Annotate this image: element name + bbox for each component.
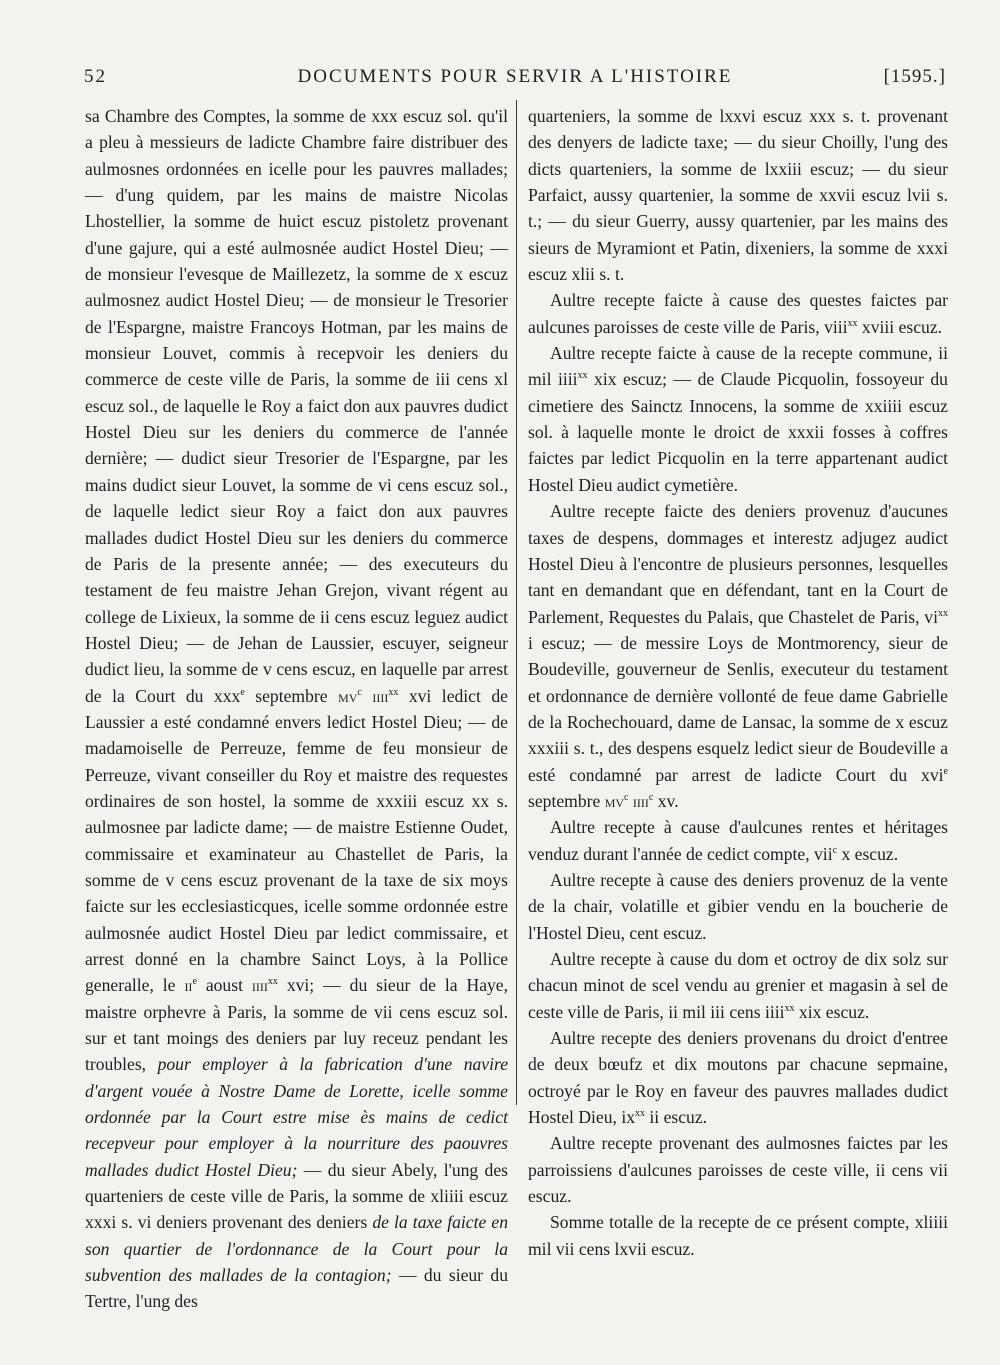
header-year: [1595.] bbox=[883, 66, 946, 87]
italic-passage: de la taxe faicte en son quartier de l'ordonnance de la Court pour la subvention des mallades de la contagion; bbox=[85, 1212, 508, 1286]
left-paragraph: sa Chambre des Comptes, la somme de xxx escuz sol. qu'il a pleu à messieurs de ladicte Chambre faire distribuer des aulmosnes ordonnées en icelle pour les pauvres mallades; — d'ung quidem, par les mains de maistre Nicolas Lhostellier, la somme de huict escuz pistoletz provenant d'une gajure, qui a esté aulmosnée audict Hostel Dieu; — de monsieur l'evesque de Maillezetz, la somme de x escuz aulmosnez audict Hostel Dieu; — de monsieur le Tresorier de l'Espargne, maistre Francoys Hotman, par les mains de monsieur Louvet, commis à recepvoir les deniers du commerce de ceste ville de Paris, la somme de iii cens xl escuz sol., de laquelle le Roy a faict don aux pauvres dudict Hostel Dieu sur les deniers du commerce de l'année dernière; — dudict sieur Tresorier de l'Espargne, par les mains dudict sieur Louvet, la somme de vi cens escuz sol., de laquelle ledict sieur Roy a faict don aux pauvres mallades dudict Hostel Dieu sur les deniers du commerce de Paris de la presente année; — des executeurs du testament de feu maistre Jehan Grejon, vivant régent au college de Lixieux, la somme de ii cens escuz leguez audict Hostel Dieu; — de Jehan de Laussier, escuyer, seigneur dudict lieu, la somme de v cens escuz, en laquelle par arrest de la Court du xxx$^e$ septembre $mv^c$ iiii$^{xx}$ xvi ledict de Laussier a esté condamné envers ledict Hostel Dieu; — de madamoiselle de Perreuze, femme de feu monsieur de Perreuze, vivant conseiller du Roy et maistre des requestes ordinaires de son hostel, la somme de xxxiii escuz xx s. aulmosnee par ladicte dame; — de maistre Estienne Oudet, commissaire et examinateur au Chastellet de Paris, la somme de v cens escuz provenant de la taxe de six moys faicte sur les ecclesiasticques, icelle somme ordonnée estre aulmosnée audict Hostel Dieu par ledict commissaire, et arrest donné en la chambre Sainct Loys, à la Pollice generalle, le $ii^e$ aoust iiii$^{xx}$ xvi; — du sieur de la Haye, maistre orphevre à Paris, la somme de vii cens escuz sol. sur et tant moings des deniers par luy receuz pendant les troubles, pour employer à la fabrication d'une navire d'argent vouée à Nostre Dame de Lorette, icelle somme ordonnée par la Court estre mise ès mains de cedict recepveur pour employer à la nourriture des paouvres mallades dudict Hostel Dieu; — du sieur Abely, l'ung des quarteniers de ceste ville de Paris, la somme de xliiii escuz xxxi s. vi deniers provenant des deniers de la taxe faicte en son quartier de l'ordonnance de la Court pour la subvention des mallades de la contagion; — du sieur du Tertre, l'ung des bbox=[85, 106, 509, 1312]
paragraph: Aultre recepte faicte des deniers provenuz d'aucunes taxes de despens, dommages et interestz adjugez audict Hostel Dieu à l'encontre de plusieurs personnes, lesquelles tant en demandant que en défendant, tant en la Court de Parlement, Requestes du Palais, que Chastelet de Paris, $vi^{xx}$ i escuz; — de messire Loys de Montmorency, sieur de Boudeville, gouverneur de Senlis, executeur du testament et ordonnance de dernière vollonté de feue dame Gabrielle de la Rochechouard, dame de Lansac, la somme de x escuz xxxiii s. t., des despens esquelz ledict sieur de Boudeville a esté condamné par arrest de ladicte Court du xvi$^e$ septembre $mv^c$ iiii$^c$ xv. bbox=[528, 501, 948, 811]
paragraph: Aultre recepte provenant des aulmosnes faictes par les parroissiens d'aulcunes paroisses de ceste ville, ii cens vii escuz. bbox=[528, 1133, 948, 1207]
paragraph: Aultre recepte des deniers provenans du droict d'entree de deux bœufz et dix moutons par chacune sepmaine, octroyé par le Roy en faveur des pauvres mallades dudict Hostel Dieu, $ix^{xx}$ ii escuz. bbox=[528, 1028, 948, 1128]
running-title: DOCUMENTS POUR SERVIR A L'HISTOIRE bbox=[297, 66, 733, 87]
left-column bbox=[85, 103, 508, 1315]
paragraph: Aultre recepte faicte à cause des questes faictes par aulcunes paroisses de ceste ville de Paris, viii$^{xx}$ xviii escuz. bbox=[528, 290, 948, 337]
column-divider bbox=[516, 100, 517, 1105]
paragraph: Aultre recepte à cause d'aulcunes rentes et héritages venduz durant l'année de cedict compte, vii$^c$ x escuz. bbox=[528, 817, 948, 864]
paragraph: Aultre recepte à cause des deniers provenuz de la vente de la chair, volatille et gibier vendu en la boucherie de l'Hostel Dieu, cent escuz. bbox=[528, 869, 948, 943]
paragraph: quarteniers, la somme de lxxvi escuz xxx s. t. provenant des denyers de ladicte taxe; — du sieur Choilly, l'ung des dicts quarteniers, la somme de lxxiii escuz; — du sieur Parfaict, aussy quartenier, la somme de xxvii escuz lvii s. t.; — du sieur Guerry, aussy quartenier, par les mains des sieurs de Myramiont et Patin, dixeniers, la somme de xxxi escuz xlii s. t. bbox=[528, 106, 948, 285]
paragraph: Aultre recepte faicte à cause de la recepte commune, ii mil iiii$^{xx}$ xix escuz; — de Claude Picquolin, fossoyeur du cimetiere des Sainctz Innocens, la somme de xxiiii escuz sol. à laquelle monte le droict de xxxii fosses à coffres faictes par ledict Picquolin en la terre appartenant audict Hostel Dieu audict cymetière. bbox=[528, 343, 948, 495]
right-column bbox=[528, 103, 948, 1262]
page-number: 52 bbox=[84, 66, 107, 87]
paragraph: Aultre recepte à cause du dom et octroy de dix solz sur chacun minot de scel vendu au grenier et magasin à sel de ceste ville de Paris, ii mil iii cens iiii$^{xx}$ xix escuz. bbox=[528, 949, 948, 1022]
running-header bbox=[84, 66, 946, 96]
total-paragraph: Somme totalle de la recepte de ce présent compte, xliiii mil vii cens lxvii escuz. bbox=[528, 1212, 948, 1259]
italic-passage: pour employer à la fabrication d'une navire d'argent vouée à Nostre Dame de Lorette, icelle somme ordonnée par la Court estre mise ès mains de cedict recepveur pour employer à la nourriture des paouvres mallades dudict Hostel Dieu; bbox=[85, 1054, 508, 1180]
